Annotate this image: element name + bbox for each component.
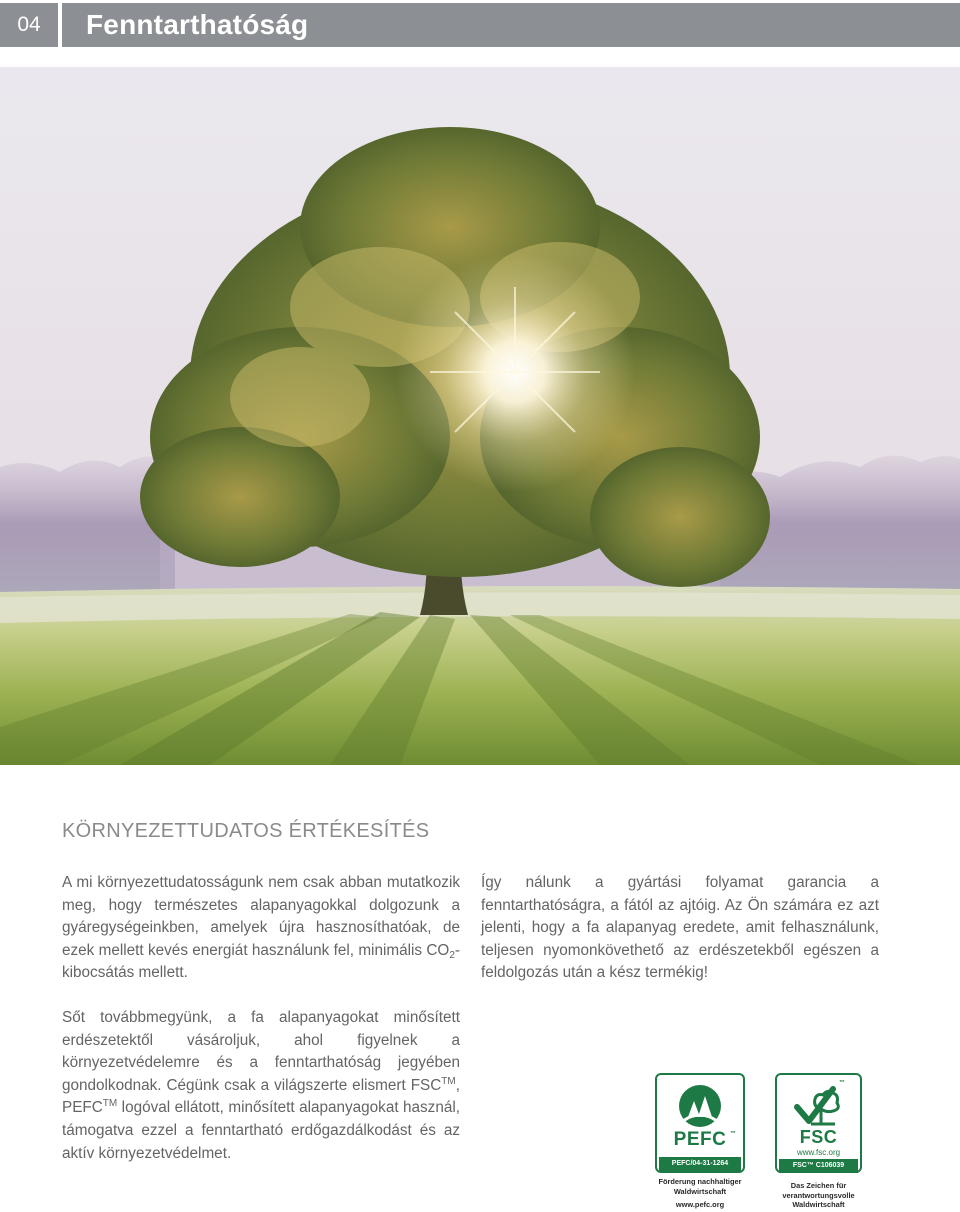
pefc-tm-mark: ™ (730, 1131, 736, 1137)
fsc-caption-line-2: verantwortungsvolle (782, 1190, 855, 1200)
fsc-code-band: FSC™ C106039 (779, 1159, 858, 1173)
fsc-trademark: TM (441, 1075, 456, 1087)
pefc-tree-logo-icon (671, 1083, 729, 1129)
pefc-logo-frame (655, 1073, 745, 1173)
pefc-caption (655, 1177, 745, 1210)
pefc-caption-line-1: Förderung nachhaltiger (658, 1177, 742, 1186)
pefc-logo (655, 1073, 745, 1210)
pefc-wordmark: PEFC (673, 1129, 727, 1150)
pefc-url: www.pefc.org (675, 1200, 725, 1209)
title-bar (62, 3, 960, 47)
fsc-checkmark-tree-icon (791, 1083, 849, 1127)
fsc-logo-frame (775, 1073, 862, 1173)
page-number: 04 (0, 3, 58, 47)
paragraph-certified-forestry (62, 1007, 460, 1165)
fsc-url: www.fsc.org (796, 1148, 841, 1157)
paragraph-traceability: Így nálunk a gyártási folyamat garancia a fenntarthatóságra, a fától az ajtóig. Az Ön számára ez azt jelenti, hogy a fa alapanyag eredete, amit felhasználunk, teljesen nyomonkövethető az erdészetekből egészen a feldolgozás után a kész termékig! (481, 874, 879, 982)
fsc-logo (775, 1073, 862, 1210)
page-title: Fenntarthatóság (86, 9, 309, 40)
fsc-caption-line-3: Waldwirtschaft (792, 1200, 845, 1209)
pefc-code-band: PEFC/04-31-1264 (659, 1157, 741, 1171)
paragraph-3-part-c: logóval ellátott, minősített alapanyagokat használ, támogatva ezzel a fenntartható erdőgazdálkodást és az aktív környezetvédelmet. (62, 1099, 460, 1162)
pefc-caption-line-2: Waldwirtschaft (673, 1186, 727, 1196)
fsc-caption-line-1: Das Zeichen für (790, 1181, 847, 1190)
paragraph-1-end: -kibocsátás mellett. (62, 941, 460, 982)
oak-tree-photo (0, 67, 960, 765)
section-heading: KÖRNYEZETTUDATOS ÉRTÉKESÍTÉS (62, 820, 430, 842)
co2-subscript: 2 (449, 949, 455, 961)
paragraph-environment-awareness (62, 872, 460, 985)
paragraph-3-part-b: , PEFC (62, 1076, 460, 1117)
tree-sunrise-illustration (0, 67, 960, 765)
fsc-caption (775, 1181, 862, 1210)
paragraph-3-part-a: Sőt továbbmegyünk, a fa alapanyagokat minősített erdészetektől vásároljuk, ahol figyelnek a környezetvédelemre és a fenntarthatóság jegyében gondolkodnak. Cégünk csak a világszerte elismert FSC (62, 1009, 460, 1094)
fsc-wordmark: FSC (799, 1127, 838, 1147)
fsc-tm-mark: ™ (839, 1080, 845, 1086)
pefc-trademark: TM (102, 1098, 118, 1110)
paragraph-1-text: A mi környezettudatosságunk nem csak abban mutatkozik meg, hogy természetes alapanyagokkal dolgozunk a gyáregységeinkben, amelyek újra hasznosíthatóak, de ezek mellett kevés energiát használunk fel, minimális CO (62, 874, 460, 959)
page-header (0, 0, 960, 48)
